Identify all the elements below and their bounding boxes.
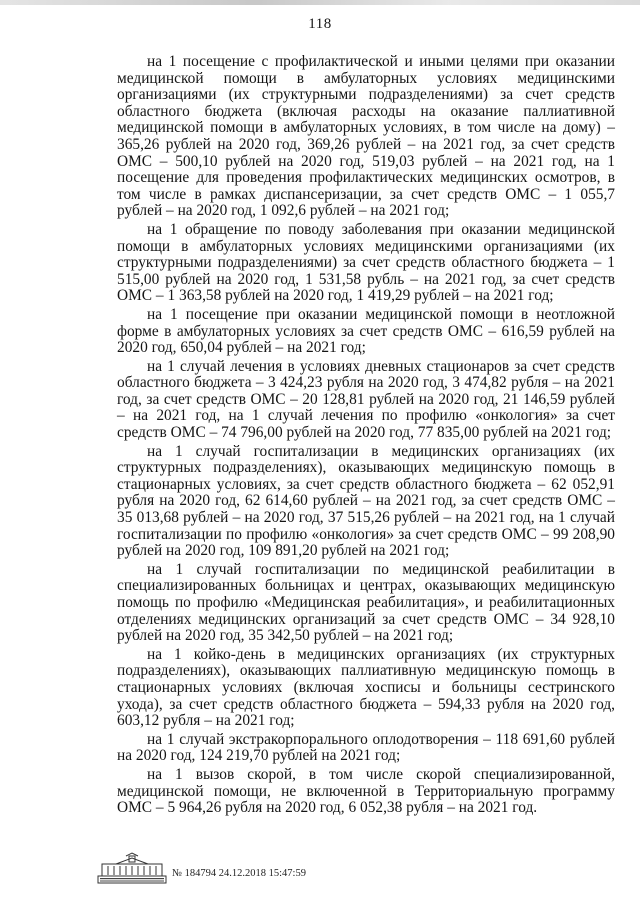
paragraph-4: на 1 случай лечения в условиях дневных стационаров за счет средств областного бюджета – 3 424,23 рубля на 2020 год, 3 474,82 рубля – на 2021 год, за счет средств ОМС – 20 128,81 рублей на 2020 год, 21 146,59 рублей – на 2021 год, на 1 случай лечения по профилю «онкология» за счет средств ОМС – 74 796,00 рублей на 2020 год, 77 835,00 рублей на 2021 год; [117, 357, 615, 442]
paragraph-3: на 1 посещение при оказании медицинской помощи в неотложной форме в амбулаторных условиях за счет средств ОМС – 616,59 рублей на 2020 год, 650,04 рублей – на 2021 год; [117, 305, 615, 357]
paragraph-1: на 1 посещение с профилактической и иными целями при оказании медицинской помощи в амбулаторных условиях медицинскими организациями (их структурными подразделениями) за счет средств областного бюджета (включая расходы на оказание паллиативной медицинской помощи в амбулаторных условиях, в том числе на дому) – 365,26 рублей на 2020 год, 369,26 рублей – на 2021 год, за счет средств ОМС – 500,10 рублей на 2020 год, 519,03 рублей – на 2021 год, на 1 посещение для проведения профилактических медицинских осмотров, в том числе в рамках диспансеризации, за счет средств ОМС – 1 055,7 рублей – на 2020 год, 1 092,6 рублей – на 2021 год; [117, 53, 615, 220]
document-body [117, 54, 615, 819]
paragraph-9: на 1 вызов скорой, в том числе скорой специализированной, медицинской помощи, не включенной в Территориальную программу ОМС – 5 964,26 рубля на 2020 год, 6 052,38 рубля – на 2021 год. [117, 765, 615, 817]
paragraph-6: на 1 случай госпитализации по медицинской реабилитации в специализированных больницах и центрах, оказывающих медицинскую помощь по профилю «Медицинская реабилитация», и реабилитационных отделениях медицинских организаций за счет средств ОМС – 34 928,10 рублей на 2020 год, 35 342,50 рублей – на 2021 год; [117, 560, 615, 645]
paragraph-5: на 1 случай госпитализации в медицинских организациях (их структурных подразделениях), оказывающих медицинскую помощь в стационарных условиях, за счет средств областного бюджета – 62 052,91 рубля на 2020 год, 62 614,60 рублей – на 2021 год, за счет средств ОМС – 35 013,68 рублей – на 2020 год, 37 515,26 рублей – на 2021 год, на 1 случай госпитализации по профилю «онкология» за счет средств ОМС – 99 208,90 рублей на 2020 год, 109 891,20 рублей на 2021 год; [117, 442, 615, 560]
page-number: 118 [308, 16, 332, 32]
building-emblem-icon [96, 852, 168, 886]
registry-number: № 184794 24.12.2018 15:47:59 [172, 868, 306, 879]
paragraph-8: на 1 случай экстракорпорального оплодотворения – 118 691,60 рублей на 2020 год, 124 219,70 рублей на 2021 год; [117, 730, 615, 765]
paragraph-7: на 1 койко-день в медицинских организациях (их структурных подразделениях), оказывающих паллиативную медицинскую помощь в стационарных условиях (включая хосписы и больницы сестринского ухода), за счет средств областного бюджета – 594,33 рубля на 2020 год, 603,12 рубля – на 2021 год; [117, 645, 615, 730]
scan-top-edge [0, 0, 640, 5]
paragraph-2: на 1 обращение по поводу заболевания при оказании медицинской помощи в амбулаторных условиях медицинскими организациями (их структурными подразделениями) за счет средств областного бюджета – 1 515,00 рублей на 2020 год, 1 531,58 рубль – на 2021 год, за счет средств ОМС – 1 363,58 рублей на 2020 год, 1 419,29 рублей – на 2021 год; [117, 220, 615, 305]
registry-stamp [96, 852, 396, 888]
